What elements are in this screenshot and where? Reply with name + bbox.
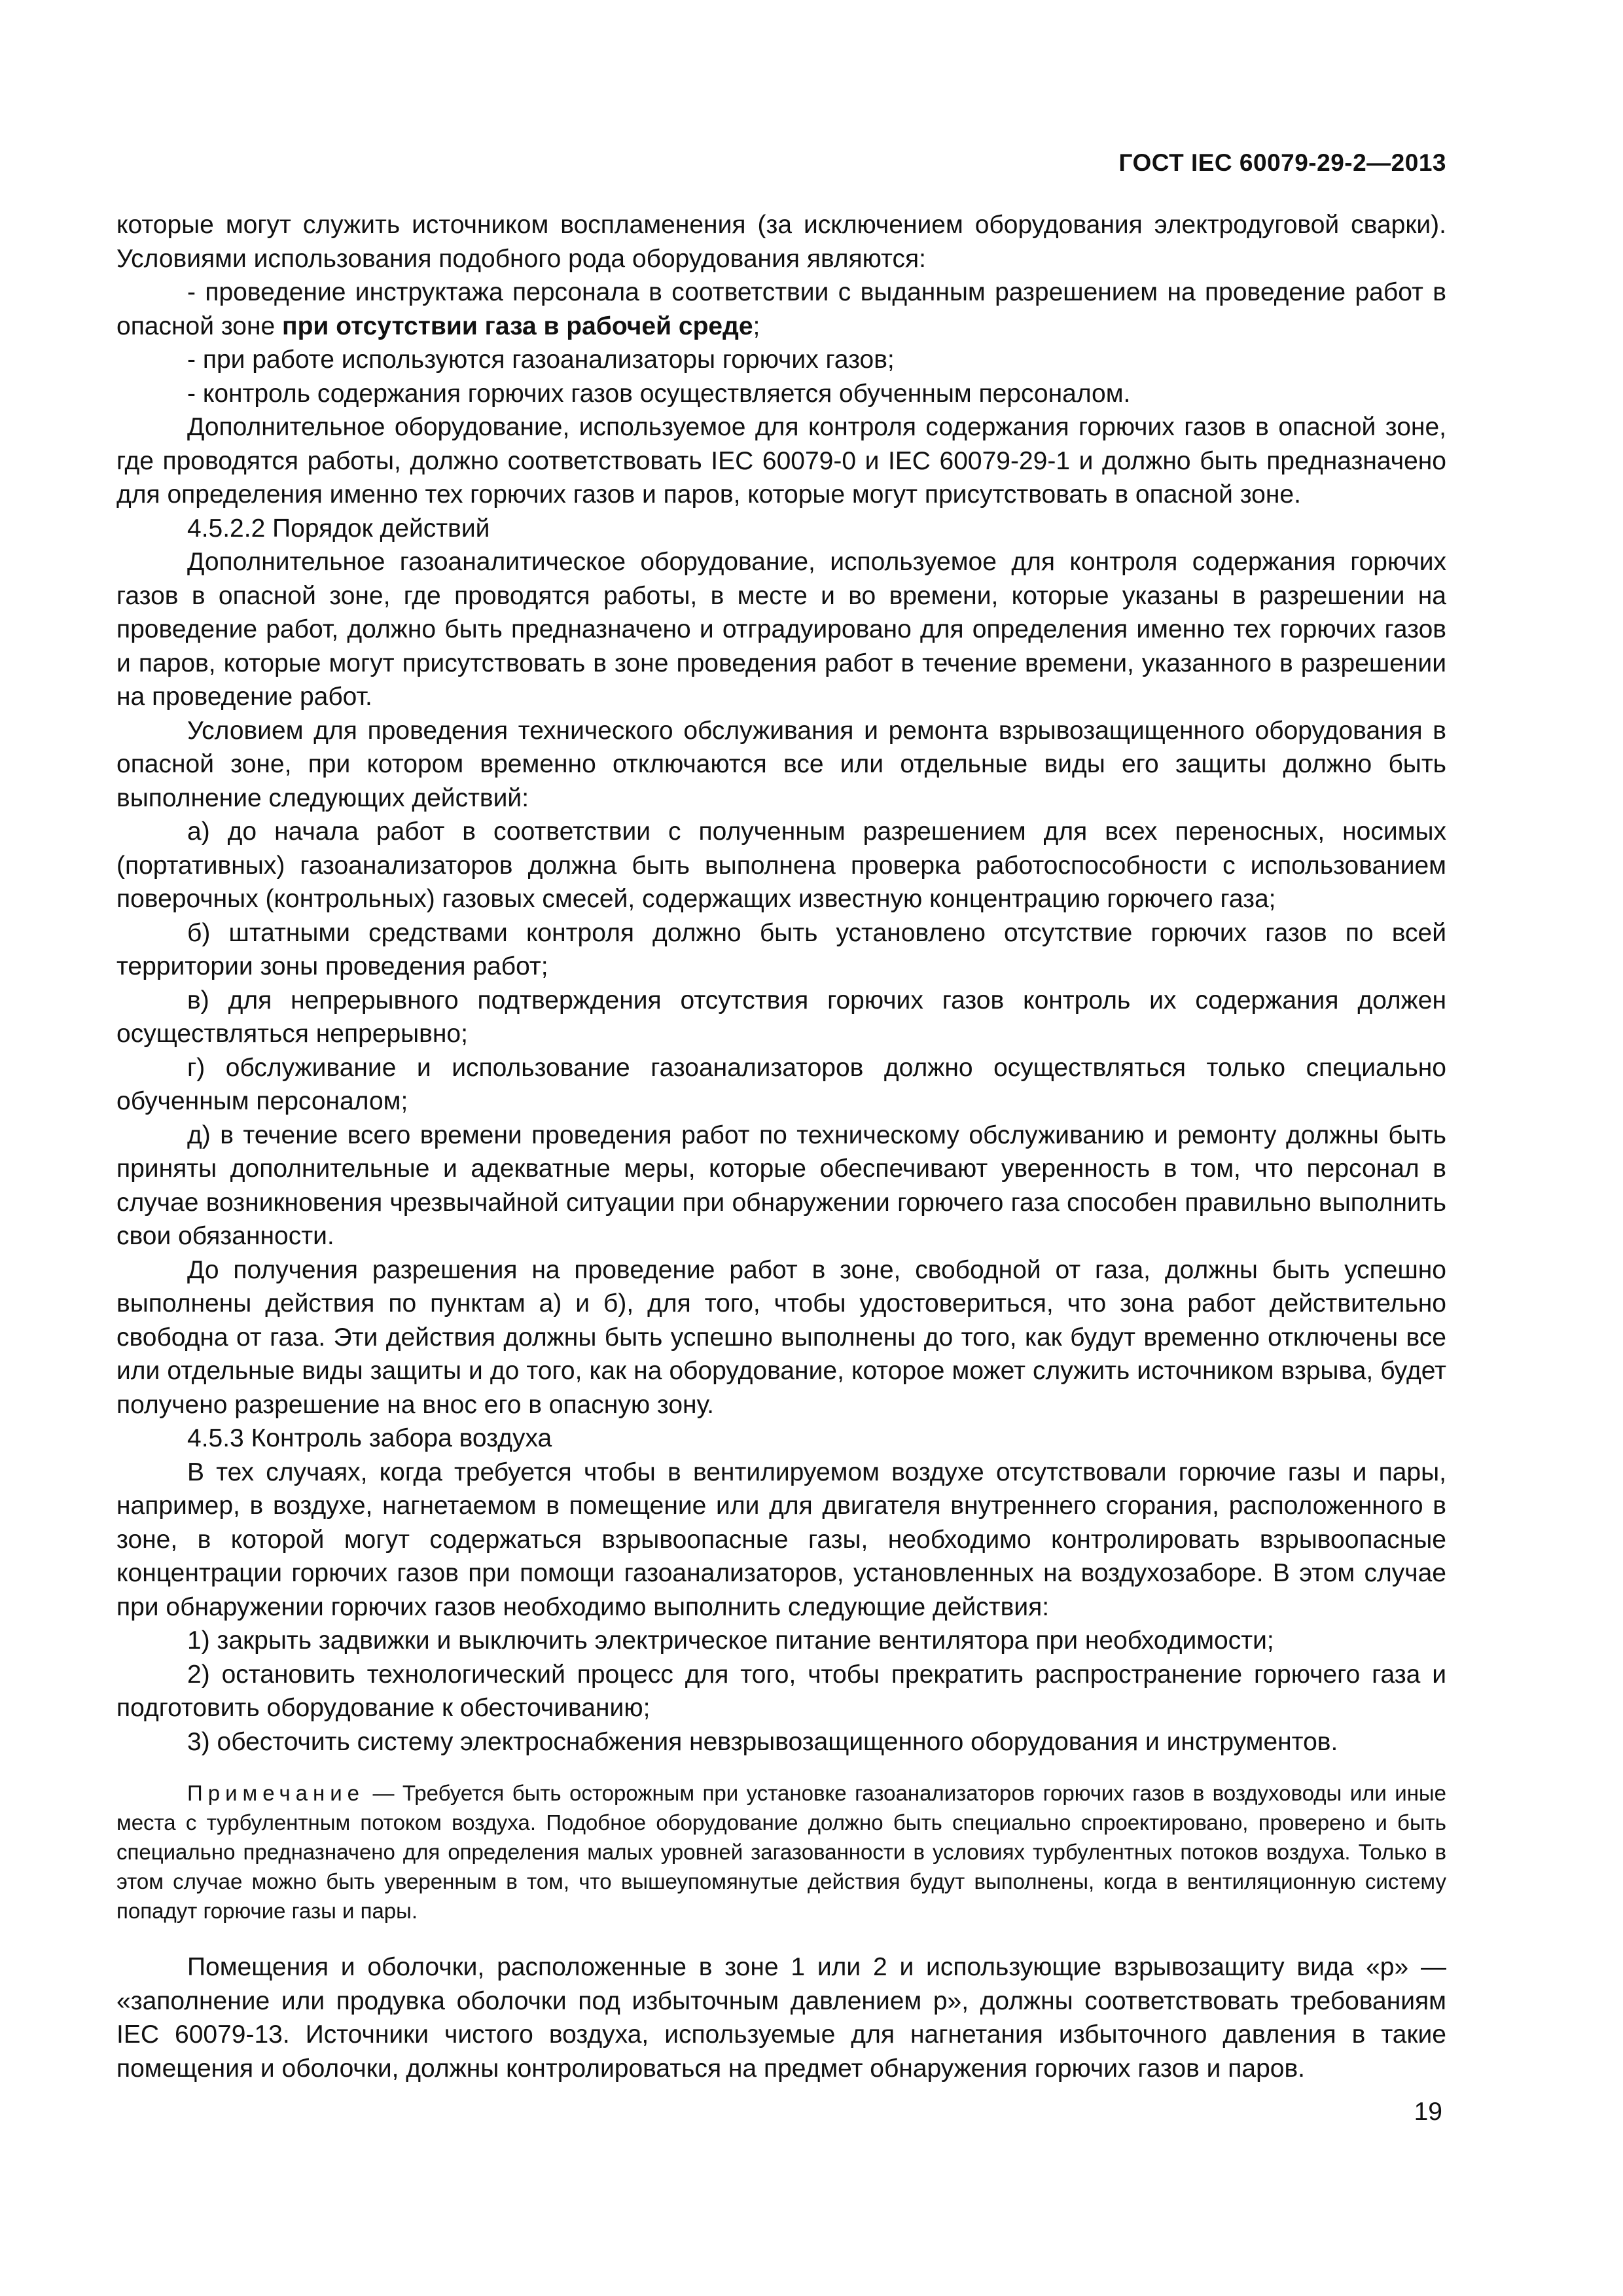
list-item: а) до начала работ в соответствии с полученным разрешением для всех переносных, носимых (портативных) газоанализаторов должна быть выполнена проверка работоспособности с использованием поверочных (контрольных) газовых смесей, содержащих известную концентрацию горючего газа;: [116, 817, 1446, 913]
list-item: в) для непрерывного подтверждения отсутствия горючих газов контроль их содержания должен осуществляться непрерывно;: [116, 986, 1446, 1048]
list-item: г) обслуживание и использование газоанализаторов должно осуществляться только специально обученным персоналом;: [116, 1053, 1446, 1115]
page-number: 19: [1414, 2098, 1442, 2126]
paragraph: Помещения и оболочки, расположенные в зоне 1 или 2 и использующие взрывозащиту вида «р» — «заполнение или продувка оболочки под избыточным давлением р», должны соответствовать требованиям IEC 60079-13. Источники чистого воздуха, используемые для нагнетания избыточного давления в такие помещения и оболочки, должны контролироваться на предмет обнаружения горючих газов и паров.: [116, 1953, 1446, 2083]
paragraph: Дополнительное газоаналитическое оборудование, используемое для контроля содержания горючих газов в опасной зоне, где проводятся работы, в месте и во времени, которые указаны в разрешении на проведение работ, должно быть предназначено и отградуировано для определения именно тех горючих газов и паров, которые могут присутствовать в зоне проведения работ в течение времени, указанного в разрешении на проведение работ.: [116, 548, 1446, 711]
list-item-text: - проведение инструктажа персонала в соответствии с выданным разрешением на проведение работ в опасной зоне: [116, 278, 1446, 340]
note: [116, 1778, 1446, 1926]
list-item: 1) закрыть задвижки и выключить электрическое питание вентилятора при необходимости;: [187, 1626, 1274, 1655]
page-body: [116, 208, 1446, 2085]
paragraph: Условием для проведения технического обслуживания и ремонта взрывозащищенного оборудования в опасной зоне, при котором временно отключаются все или отдельные виды его защиты должно быть выполнение следующих действий:: [116, 716, 1446, 812]
paragraph: которые могут служить источником воспламенения (за исключением оборудования электродуговой сварки). Условиями использования подобного рода оборудования являются:: [116, 211, 1446, 273]
list-item: д) в течение всего времени проведения работ по техническому обслуживанию и ремонту должны быть приняты дополнительные и адекватные меры, которые обеспечивают уверенность в том, что персонал в случае возникновения чрезвычайной ситуации при обнаружении горючего газа способен правильно выполнить свои обязанности.: [116, 1121, 1446, 1250]
paragraph: Дополнительное оборудование, используемое для контроля содержания горючих газов в опасной зоне, где проводятся работы, должно соответствовать IEC 60079-0 и IEC 60079-29-1 и должно быть предназначено для определения именно тех горючих газов и паров, которые могут присутствовать в опасной зоне.: [116, 413, 1446, 509]
list-item: - при работе используются газоанализаторы горючих газов;: [187, 346, 895, 374]
list-item: - контроль содержания горючих газов осуществляется обученным персоналом.: [187, 379, 1131, 408]
paragraph: До получения разрешения на проведение работ в зоне, свободной от газа, должны быть успешно выполнены действия по пунктам а) и б), для того, чтобы удостовериться, что зона работ действительно свободна от газа. Эти действия должны быть успешно выполнены до того, как будут временно отключены все или отдельные виды защиты и до того, как на оборудование, которое может служить источником взрыва, будет получено разрешение на внос его в опасную зону.: [116, 1255, 1446, 1419]
note-label: Примечание: [187, 1781, 365, 1805]
section-heading-453: 4.5.3 Контроль забора воздуха: [187, 1424, 552, 1452]
bold-emphasis: при отсутствии газа в рабочей среде: [282, 312, 753, 340]
section-heading-4522: 4.5.2.2 Порядок действий: [187, 514, 490, 543]
list-item: [116, 276, 1446, 343]
paragraph: В тех случаях, когда требуется чтобы в вентилируемом воздухе отсутствовали горючие газы и пары, например, в воздухе, нагнетаемом в помещение или для двигателя внутреннего сгорания, расположенного в зоне, в которой могут содержаться взрывоопасные газы, необходимо контролировать взрывоопасные концентрации горючих газов при помощи газоанализаторов, установленных на воздухозаборе. В этом случае при обнаружении горючих газов необходимо выполнить следующие действия:: [116, 1458, 1446, 1621]
list-item: б) штатными средствами контроля должно быть установлено отсутствие горючих газов по всей территории зоны проведения работ;: [116, 918, 1446, 980]
list-item-punct: ;: [753, 312, 760, 340]
list-item: 2) остановить технологический процесс для того, чтобы прекратить распространение горючего газа и подготовить оборудование к обесточиванию;: [116, 1660, 1446, 1722]
list-item: 3) обесточить систему электроснабжения невзрывозащищенного оборудования и инструментов.: [187, 1727, 1338, 1756]
document-code-header: ГОСТ IEC 60079-29-2—2013: [1118, 149, 1446, 176]
note-text: — Требуется быть осторожным при установке газоанализаторов горючих газов в воздуховоды или иные места с турбулентным потоком воздуха. Подобное оборудование должно быть специально спроектировано, проверено и быть специально предназначено для определения малых уровней загазованности в условиях турбулентных потоков воздуха. Только в этом случае можно быть уверенным в том, что вышеупомянутые действия будут выполнены, когда в вентиляционную систему попадут горючие газы и пары.: [116, 1781, 1446, 1923]
